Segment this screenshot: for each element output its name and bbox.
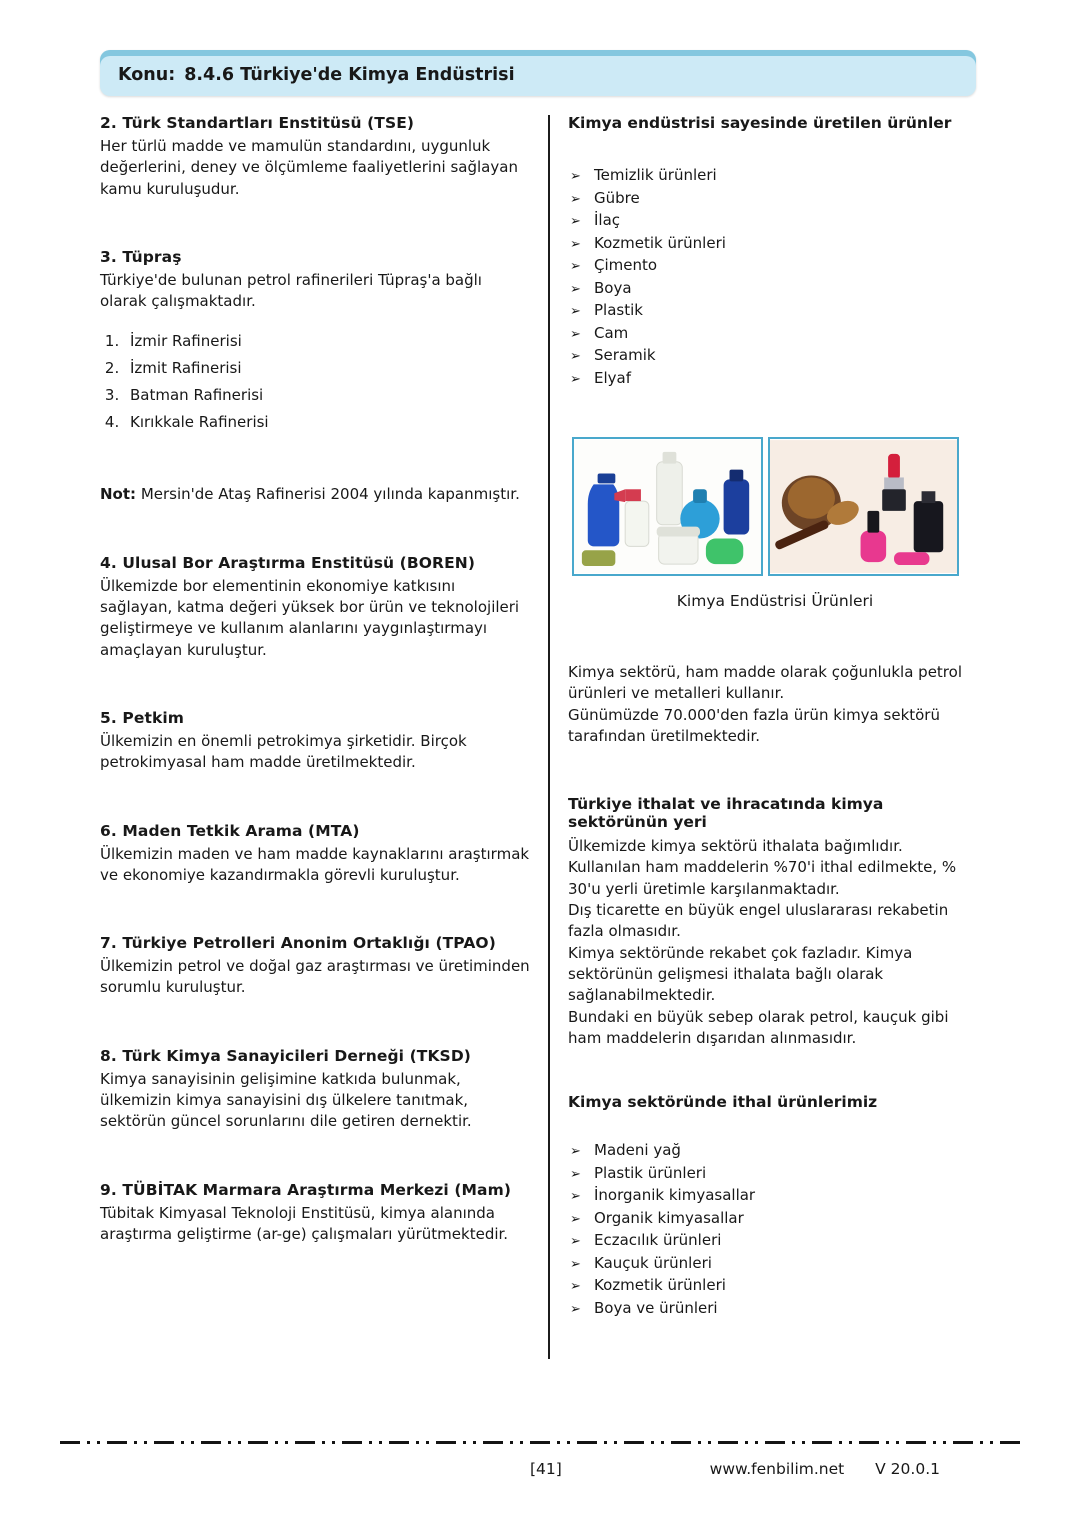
site-url: www.fenbilim.net (709, 1460, 845, 1478)
section-tksd (100, 1047, 532, 1133)
product-label: İlaç (594, 211, 621, 229)
footer-dash-divider (60, 1441, 1024, 1444)
product-label: Seramik (594, 346, 656, 364)
section-heading: 4. Ulusal Bor Araştırma Enstitüsü (BOREN) (100, 553, 476, 572)
product-item (570, 187, 982, 210)
content-columns (100, 114, 982, 1319)
section-heading: 6. Maden Tetkik Arama (MTA) (100, 821, 360, 840)
import-item (570, 1184, 982, 1207)
section-tpao (100, 934, 532, 999)
product-label: Çimento (594, 256, 658, 274)
arrow-bullet-icon: ➢ (570, 281, 581, 297)
arrow-bullet-icon: ➢ (570, 1189, 581, 1205)
section-heading: 8. Türk Kimya Sanayicileri Derneği (TKSD) (100, 1046, 471, 1065)
trade-heading: Türkiye ithalat ve ihracatında kimya sektörünün yeri (568, 795, 884, 832)
cosmetics-image (768, 437, 959, 576)
section-tse (100, 114, 532, 200)
arrow-bullet-icon: ➢ (570, 304, 581, 319)
product-item (570, 164, 982, 187)
trade-line: Bundaki en büyük sebep olarak petrol, kauçuk gibi ham maddelerin dışarıdan alınmasıdır. (568, 1007, 949, 1047)
section-heading: 3. Tüpraş (100, 247, 182, 266)
product-item (570, 344, 982, 367)
section-body: Kimya sanayisinin gelişimine katkıda bulunmak, ülkemizin kimya sanayisini dış ülkelere tanıtmak, sektörün güncel sorunlarını dile getiren dernektir. (100, 1069, 472, 1131)
section-body: Türkiye'de bulunan petrol rafinerileri Tüpraş'a bağlı olarak çalışmaktadır. (100, 270, 482, 311)
right-column (548, 114, 982, 1319)
refinery-item: 1. İzmir Rafinerisi (124, 328, 532, 355)
arrow-bullet-icon: ➢ (570, 191, 581, 207)
cosmetics-illustration (770, 439, 957, 574)
section-petkim (100, 709, 532, 774)
sector-paragraph: Kimya sektörü, ham madde olarak çoğunlukla petrol ürünleri ve metalleri kullanır. (568, 663, 962, 703)
products-heading: Kimya endüstrisi sayesinde üretilen ürünler (568, 114, 952, 132)
product-item (570, 299, 982, 322)
trade-line: Kullanılan ham maddelerin %70'i ithal edilmekte, % 30'u yerli üretimle karşılanmaktadır. (568, 858, 957, 898)
import-item (570, 1252, 982, 1275)
refinery-item: 3. Batman Rafinerisi (124, 382, 532, 409)
left-column (100, 114, 548, 1319)
section-body: Ülkemizin maden ve ham madde kaynaklarını araştırmak ve ekonomiye kazandırmakla görevli kuruluştur. (100, 844, 530, 884)
note-block (100, 484, 532, 505)
sector-paragraphs (568, 662, 982, 747)
trade-line: Kimya sektöründe rekabet çok fazladır. Kimya sektörünün gelişmesi ithalata bağlı olarak sağlanabilmektedir. (568, 943, 913, 1005)
images-caption: Kimya Endüstrisi Ürünleri (676, 592, 874, 610)
import-item (570, 1162, 982, 1185)
import-label: Boya ve ürünleri (594, 1298, 718, 1317)
product-label: Plastik (594, 301, 643, 319)
topic-title: 8.4.6 Türkiye'de Kimya Endüstrisi (184, 65, 515, 85)
refinery-list (124, 328, 532, 436)
import-label: Kauçuk ürünleri (594, 1253, 712, 1272)
arrow-bullet-icon: ➢ (570, 169, 581, 184)
product-label: Kozmetik ürünleri (594, 233, 726, 252)
import-label: Plastik ürünleri (594, 1163, 707, 1182)
footer-site (710, 1460, 940, 1478)
arrow-bullet-icon: ➢ (570, 1234, 581, 1250)
section-body: Tübitak Kimyasal Teknoloji Enstitüsü, kimya alanında araştırma geliştirme (ar-ge) çalışmaları yürütmektedir. (100, 1203, 509, 1243)
arrow-bullet-icon: ➢ (570, 1279, 581, 1295)
product-images (572, 437, 982, 576)
section-heading: 9. TÜBİTAK Marmara Araştırma Merkezi (Mam) (100, 1180, 512, 1199)
arrow-bullet-icon: ➢ (570, 259, 581, 274)
import-item (570, 1139, 982, 1162)
version-label: V 20.0.1 (875, 1460, 940, 1478)
section-boren (100, 554, 532, 661)
note-label: Not: (100, 485, 137, 504)
section-body: Her türlü madde ve mamulün standardını, uygunluk değerlerini, deney ve ölçümleme faaliyetlerini sağlayan kamu kuruluşudur. (100, 137, 518, 198)
imports-heading: Kimya sektöründe ithal ürünlerimiz (568, 1093, 878, 1112)
product-item (570, 277, 982, 300)
arrow-bullet-icon: ➢ (570, 1211, 581, 1227)
page-number: [41] (530, 1460, 562, 1478)
product-label: Cam (594, 323, 629, 342)
trade-lines (568, 836, 982, 1049)
product-label: Temizlik ürünleri (594, 166, 717, 184)
import-label: İnorganik kimyasallar (594, 1186, 756, 1205)
import-item (570, 1297, 982, 1320)
section-heading: 5. Petkim (100, 708, 185, 727)
arrow-bullet-icon: ➢ (570, 349, 581, 364)
section-mam (100, 1181, 532, 1246)
product-label: Boya (594, 278, 632, 297)
section-tupras (100, 248, 532, 437)
section-heading: 7. Türkiye Petrolleri Anonim Ortaklığı (TPAO) (100, 934, 496, 953)
arrow-bullet-icon: ➢ (570, 1144, 581, 1160)
arrow-bullet-icon: ➢ (570, 1301, 581, 1317)
product-item (570, 232, 982, 255)
imports-list (570, 1139, 982, 1319)
product-item (570, 254, 982, 277)
arrow-bullet-icon: ➢ (570, 326, 581, 342)
section-body: Ülkemizin petrol ve doğal gaz araştırması ve üretiminden sorumlu kuruluştur. (100, 957, 530, 997)
product-item (570, 322, 982, 345)
import-label: Organik kimyasallar (594, 1208, 744, 1227)
product-label: Gübre (594, 188, 640, 207)
product-item (570, 209, 982, 232)
import-item (570, 1207, 982, 1230)
arrow-bullet-icon: ➢ (570, 1166, 581, 1182)
product-label: Elyaf (594, 368, 631, 387)
section-mta (100, 822, 532, 887)
arrow-bullet-icon: ➢ (570, 236, 581, 252)
import-label: Eczacılık ürünleri (594, 1231, 722, 1250)
product-item (570, 367, 982, 390)
topic-label: Konu: (118, 65, 176, 85)
import-item (570, 1274, 982, 1297)
topic-banner (100, 50, 976, 96)
section-body: Ülkemizin en önemli petrokimya şirketidir. Birçok petrokimyasal ham madde üretilmektedir. (100, 731, 467, 772)
trade-line: Dış ticarette en büyük engel uluslararası rekabetin fazla olmasıdır. (568, 901, 949, 941)
import-item (570, 1229, 982, 1252)
section-body: Ülkemizde bor elementinin ekonomiye katkısını sağlayan, katma değeri yüksek bor ürün ve teknolojileri geliştirmeye ve kullanım alanlarını yaygınlaştırmayı amaçlayan kuruluştur. (100, 576, 520, 659)
import-label: Madeni yağ (594, 1141, 681, 1160)
cleaning-products-image (572, 437, 763, 576)
cleaning-products-illustration (574, 439, 761, 574)
refinery-item: 4. Kırıkkale Rafinerisi (124, 409, 532, 436)
import-label: Kozmetik ürünleri (594, 1276, 726, 1295)
arrow-bullet-icon: ➢ (570, 214, 581, 229)
products-list (570, 164, 982, 389)
section-heading: 2. Türk Standartları Enstitüsü (TSE) (100, 114, 415, 132)
sector-paragraph: Günümüzde 70.000'den fazla ürün kimya sektörü tarafından üretilmektedir. (568, 705, 940, 745)
trade-section (568, 795, 982, 1049)
note-text: Mersin'de Ataş Rafinerisi 2004 yılında kapanmıştır. (140, 485, 520, 504)
refinery-item: 2. İzmit Rafinerisi (124, 355, 532, 382)
arrow-bullet-icon: ➢ (570, 371, 581, 387)
trade-line: Ülkemizde kimya sektörü ithalata bağımlıdır. (568, 837, 903, 856)
arrow-bullet-icon: ➢ (570, 1256, 581, 1272)
